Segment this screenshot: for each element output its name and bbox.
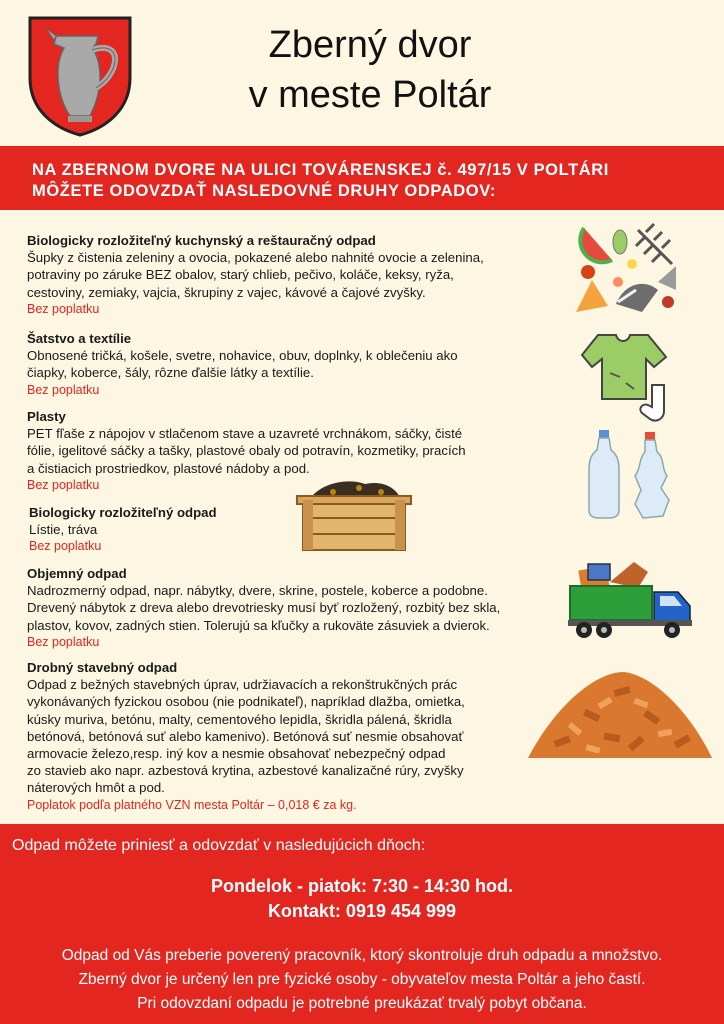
fee-label: Bez poplatku bbox=[29, 539, 102, 554]
section-line: čiapky, koberce, šály, rôzne ďalšie látky a textílie. bbox=[27, 365, 314, 381]
section-title: Drobný stavebný odpad bbox=[27, 660, 178, 675]
section-textiles bbox=[27, 330, 458, 399]
section-line: Lístie, tráva bbox=[29, 522, 98, 538]
section-line: plastov, kovov, zadných stien. Tolerujú sa kľučky a rukoväte zásuviek a dvierok. bbox=[27, 617, 490, 633]
section-line: Nadrozmerný odpad, napr. nábytky, dvere, skrine, postele, koberce a podobne. bbox=[27, 583, 488, 599]
section-construction-waste bbox=[27, 659, 465, 814]
banner-line-2: MÔŽETE ODOVZDAŤ NASLEDOVNÉ DRUHY ODPADOV: bbox=[32, 182, 497, 200]
page-title bbox=[150, 20, 590, 120]
brick-rubble-icon bbox=[524, 668, 714, 760]
section-line: zo stavieb ako napr. azbestová krytina, azbestové kanalizačné rúry, zvyšky bbox=[27, 763, 464, 779]
footer-panel bbox=[0, 824, 724, 1024]
title-line-1: Zberný dvor bbox=[268, 24, 472, 66]
truck-icon bbox=[568, 560, 696, 646]
fee-label: Bez poplatku bbox=[27, 382, 100, 397]
section-line: a čistiacich prostriedkov, plastové nádoby a pod. bbox=[27, 460, 310, 476]
section-title: Biologicky rozložiteľný kuchynský a reštauračný odpad bbox=[27, 233, 376, 248]
section-line: potraviny po záruke BEZ obalov, starý chlieb, pečivo, koláče, keksy, ryža, bbox=[27, 267, 454, 283]
footer-note-line: Pri odovzdaní odpadu je potrebné preukázať trvalý pobyt občana. bbox=[137, 995, 587, 1012]
section-bulky-waste bbox=[27, 565, 500, 651]
title-line-2: v meste Poltár bbox=[248, 74, 492, 116]
compost-box-icon bbox=[293, 470, 415, 554]
section-line: Obnosené tričká, košele, svetre, nohavice, obuv, doplnky, k oblečeniu ako bbox=[27, 348, 458, 364]
section-line: vykonávaných fyzickou osobou (nie podnikateľ), napríklad dlažba, omietka, bbox=[27, 694, 465, 710]
footer-note bbox=[0, 944, 724, 1016]
fee-label: Bez poplatku bbox=[27, 301, 100, 316]
section-line: náterových hmôt a pod. bbox=[27, 780, 165, 796]
section-kitchen-waste bbox=[27, 232, 484, 318]
contact-phone: Kontakt: 0919 454 999 bbox=[267, 901, 457, 921]
section-green-waste bbox=[29, 504, 217, 556]
section-line: Šupky z čistenia zeleniny a ovocia, pokazené alebo nahnité ovocie a zelenina, bbox=[27, 250, 484, 266]
plastic-bottles-icon bbox=[585, 428, 685, 522]
section-line: PET fľaše z nápojov v stlačenom stave a uzavreté vrchnákom, sáčky, čisté bbox=[27, 426, 463, 442]
section-line: cestoviny, zemiaky, vajcia, škrupiny z vajec, kávové a čajové zvyšky. bbox=[27, 284, 426, 300]
section-line: armovacie železo,resp. iný kov a nesmie obsahovať nebezpečný odpad bbox=[27, 746, 446, 762]
town-crest-icon bbox=[26, 14, 134, 138]
footer-note-line: Odpad od Vás preberie poverený pracovník, ktorý skontroluje druh odpadu a množstvo. bbox=[61, 947, 663, 964]
section-line: fólie, igelitové sáčky a tašky, plastové obaly od potravín, kozmetiky, pracích bbox=[27, 443, 466, 459]
section-line: Drevený nábytok z dreva alebo drevotriesky musí byť rozložený, rozbitý bez skla, bbox=[27, 600, 501, 616]
footer-intro: Odpad môžete priniesť a odovzdať v nasledujúcich dňoch: bbox=[12, 837, 426, 854]
section-title: Biologicky rozložiteľný odpad bbox=[29, 505, 217, 520]
fee-label: Poplatok podľa platného VZN mesta Poltár – 0,018 € za kg. bbox=[27, 797, 357, 812]
section-line: betónová, betónová suť alebo kamenivo). Betónová suť nesmie obsahovať bbox=[27, 728, 464, 744]
footer-note-line: Zberný dvor je určený len pre fyzické osoby - obyvateľov mesta Poltár a jeho častí. bbox=[78, 971, 646, 988]
section-title: Plasty bbox=[27, 409, 66, 424]
opening-hours: Pondelok - piatok: 7:30 - 14:30 hod. bbox=[210, 876, 514, 896]
fee-label: Bez poplatku bbox=[27, 634, 100, 649]
banner-line-1: NA ZBERNOM DVORE NA ULICI TOVÁRENSKEJ č. 497/15 V POLTÁRI bbox=[32, 161, 609, 179]
food-waste-icon bbox=[572, 220, 690, 320]
section-title: Objemný odpad bbox=[27, 566, 127, 581]
info-banner bbox=[0, 146, 724, 210]
clothing-icon bbox=[580, 333, 674, 425]
fee-label: Bez poplatku bbox=[27, 477, 100, 492]
section-line: Odpad z bežných stavebných úprav, udržiavacích a rekonštrukčných prác bbox=[27, 677, 458, 693]
section-line: kúsky muriva, betónu, malty, cementového lepidla, škridla pálená, škridla bbox=[27, 711, 452, 727]
section-title: Šatstvo a textílie bbox=[27, 331, 132, 346]
